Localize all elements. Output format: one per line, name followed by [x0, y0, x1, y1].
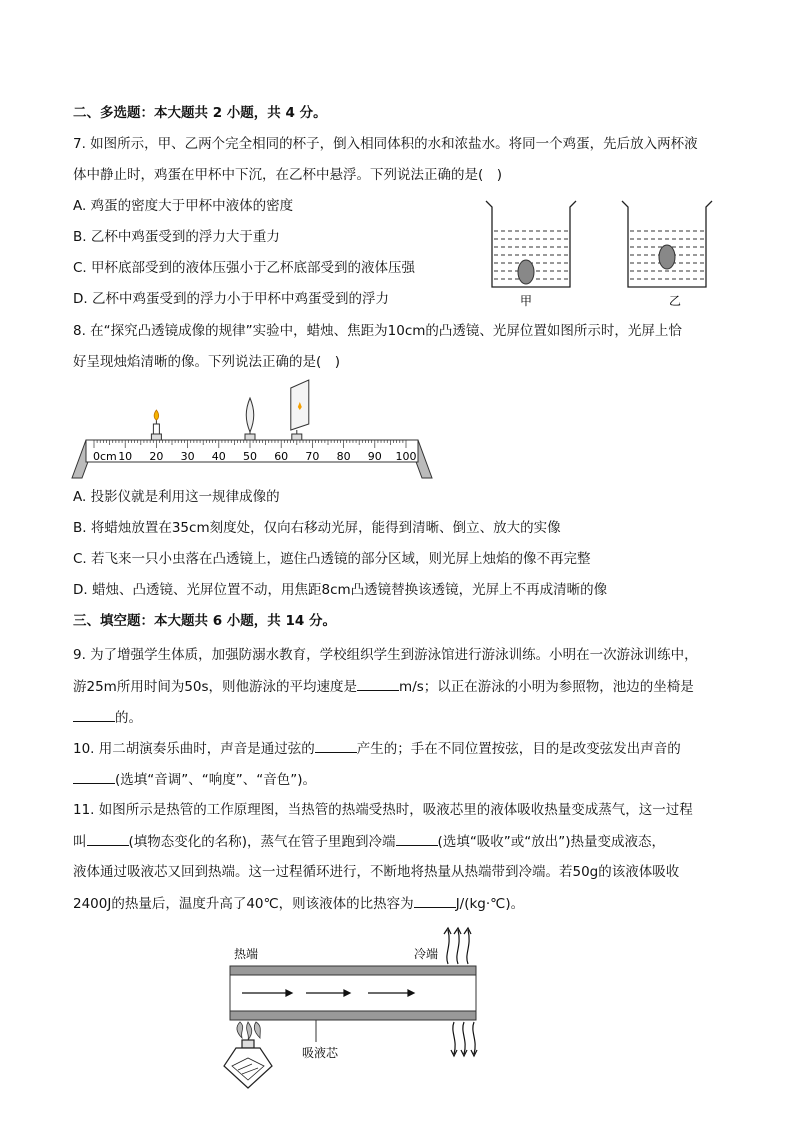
- egg-left: [518, 260, 534, 284]
- q11-line1: 11. 如图所示是热管的工作原理图，当热管的热端受热时，吸液芯里的液体吸收热量变成蒸气，这一过程: [73, 802, 693, 818]
- q7-option-c: C. 甲杯底部受到的液体压强小于乙杯底部受到的液体压强: [73, 260, 416, 276]
- q8-stem-line2: 好呈现烛焰清晰的像。下列说法正确的是( ): [73, 354, 341, 370]
- burner-flame: [237, 1022, 260, 1040]
- q7-stem-line2: 体中静止时，鸡蛋在甲杯中下沉，在乙杯中悬浮。下列说法正确的是( ): [73, 167, 503, 183]
- hot-end-label: 热端: [234, 947, 259, 961]
- beaker-left: [486, 201, 576, 308]
- q7-option-b: B. 乙杯中鸡蛋受到的浮力大于重力: [73, 229, 280, 245]
- alcohol-lamp-icon: [224, 1040, 272, 1088]
- bench-tick-label: 100: [395, 450, 417, 463]
- bench-unit-label: 0cm: [93, 450, 117, 463]
- heat-release-arrows-bottom: [451, 1022, 477, 1056]
- q8-option-d: D. 蜡烛、凸透镜、光屏位置不动，用焦距8cm凸透镜替换该透镜，光屏上不再成清晰的像: [73, 582, 608, 598]
- q11-line4: 2400J的热量后，温度升高了40℃，则该液体的比热容为 J/(kg·℃)。: [73, 893, 524, 914]
- cold-end-label: 冷端: [414, 947, 439, 961]
- light-screen: [291, 380, 309, 440]
- q8-stem-line1: 8. 在“探究凸透镜成像的规律”实验中，蜡烛、焦距为10cm的凸透镜、光屏位置如图所示时，光屏上恰: [73, 323, 682, 339]
- q8-option-c: C. 若飞来一只小虫落在凸透镜上，遮住凸透镜的部分区域，则光屏上烛焰的像不再完整: [73, 551, 591, 567]
- egg-right: [659, 245, 675, 269]
- wick-label: 吸液芯: [302, 1046, 339, 1060]
- q10-line2: (选填“音调”、“响度”、“音色”)。: [73, 769, 316, 790]
- beaker-right-label: 乙: [668, 294, 682, 308]
- q10-blank-source[interactable]: [315, 738, 357, 753]
- convex-lens: [245, 398, 255, 440]
- q9-blank-speed[interactable]: [357, 676, 399, 691]
- q7-stem-line1: 7. 如图所示，甲、乙两个完全相同的杯子，倒入相同体积的水和浓盐水。将同一个鸡蛋，先后放入两杯液: [73, 136, 698, 152]
- bench-tick-label: 80: [336, 450, 351, 463]
- beaker-left-label: 甲: [519, 294, 533, 308]
- bench-tick-label: 20: [149, 450, 164, 463]
- pipe-bottom-wall: [230, 1011, 476, 1020]
- q9-line2: 游25m所用时间为50s，则他游泳的平均速度是 m/s；以正在游泳的小明为参照物，池边的坐椅是: [73, 676, 694, 697]
- bench-tick-label: 30: [180, 450, 195, 463]
- heat-release-arrows-top: [444, 928, 471, 964]
- section-2-heading: 二、多选题：本大题共 2 小题，共 4 分。: [73, 105, 327, 121]
- q8-option-b: B. 将蜡烛放置在35cm刻度处，仅向右移动光屏，能得到清晰、倒立、放大的实像: [73, 520, 561, 536]
- q11-line2: 叫 (填物态变化的名称)，蒸气在管子里跑到冷端 (选填“吸收”或“放出”)热量变成液态，: [73, 831, 665, 852]
- q11-blank-phase-change[interactable]: [87, 831, 129, 846]
- beaker-right: [622, 201, 712, 308]
- q11-heat-pipe-figure: [212, 920, 492, 1090]
- q8-optical-bench-figure: [72, 380, 432, 480]
- section-3-heading: 三、填空题：本大题共 6 小题，共 14 分。: [73, 613, 336, 629]
- q11-line3: 液体通过吸液芯又回到热端。这一过程循环进行，不断地将热量从热端带到冷端。若50g的该液体吸收: [73, 864, 680, 880]
- bench-tick-label: 90: [367, 450, 382, 463]
- q7-beakers-figure: [480, 195, 720, 310]
- bench-tick-label: 50: [243, 450, 257, 463]
- q10-blank-property[interactable]: [73, 769, 115, 784]
- candle: [151, 410, 161, 440]
- q9-line3: 的。: [73, 707, 142, 728]
- q9-line1: 9. 为了增强学生体质，加强防溺水教育，学校组织学生到游泳馆进行游泳训练。小明在一次游泳训练中，: [73, 647, 698, 663]
- q9-blank-reference[interactable]: [73, 707, 115, 722]
- q11-blank-heat-flow[interactable]: [396, 831, 438, 846]
- q11-blank-specific-heat[interactable]: [414, 893, 456, 908]
- bench-tick-label: 40: [211, 450, 226, 463]
- pipe-top-wall: [230, 966, 476, 975]
- bench-tick-label: 60: [274, 450, 289, 463]
- q7-option-d: D. 乙杯中鸡蛋受到的浮力小于甲杯中鸡蛋受到的浮力: [73, 291, 389, 307]
- q8-option-a: A. 投影仪就是利用这一规律成像的: [73, 489, 280, 505]
- bench-tick-label: 10: [118, 450, 133, 463]
- bench-tick-label: 70: [305, 450, 320, 463]
- q7-option-a: A. 鸡蛋的密度大于甲杯中液体的密度: [73, 198, 294, 214]
- q10-line1: 10. 用二胡演奏乐曲时，声音是通过弦的 产生的；手在不同位置按弦，目的是改变弦发出声音的: [73, 738, 681, 759]
